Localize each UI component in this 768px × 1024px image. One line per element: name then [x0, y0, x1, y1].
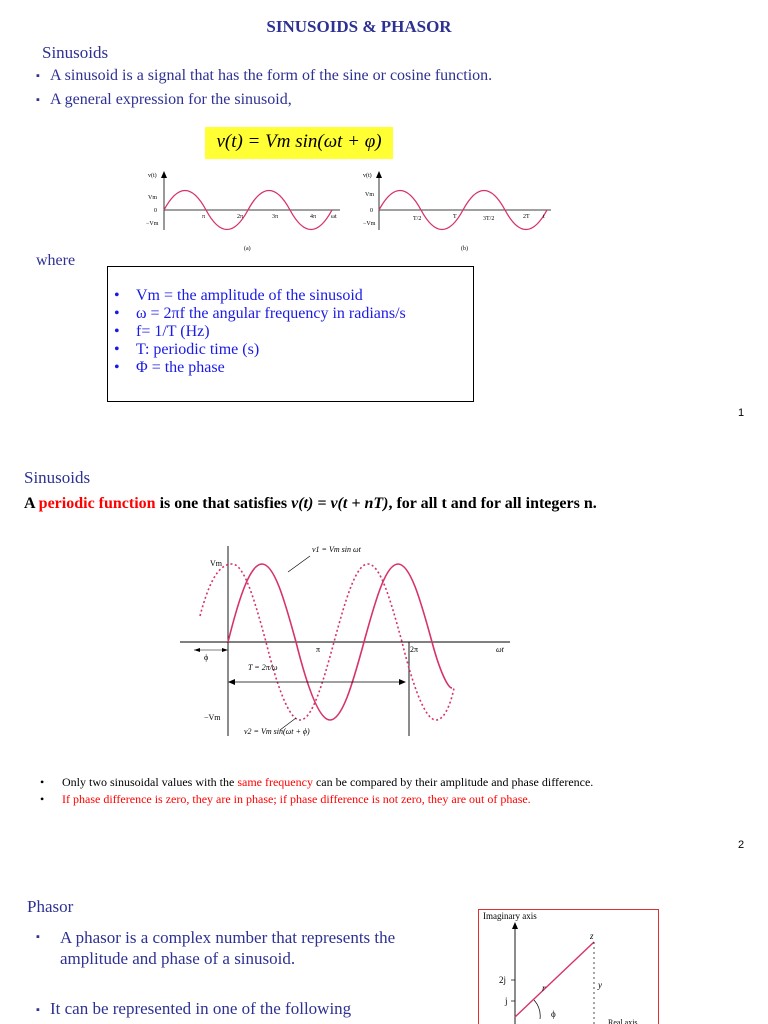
formula: v(t) = Vm sin(ωt + φ) — [216, 131, 382, 152]
section-heading-sinusoids: Sinusoids — [42, 43, 109, 62]
y-label: y — [598, 980, 602, 990]
axis-label: v(t) — [363, 173, 372, 179]
bullet-text: It can be represented in one of the following — [50, 999, 352, 1018]
imag-axis-label: Imaginary axis — [483, 911, 537, 921]
phi-label: ϕ — [204, 653, 209, 662]
definition-item: • T: periodic time (s) — [114, 341, 260, 358]
zero-label: 0 — [370, 208, 373, 214]
periodic-term: periodic function — [38, 495, 156, 512]
v1-label: v1 = Vm sin ωt — [312, 545, 361, 554]
x-axis-label: ωt — [331, 214, 337, 220]
phi-label: ϕ — [551, 1009, 556, 1019]
neg-vm-label: −Vm — [363, 221, 376, 227]
graph-caption: (a) — [244, 246, 251, 252]
vm-label: Vm — [365, 192, 374, 198]
x-axis-label: t — [543, 214, 545, 220]
r-label: r — [542, 983, 546, 993]
tick-label: T/2 — [413, 216, 422, 222]
vm-label: Vm — [210, 559, 222, 568]
section-heading-sinusoids-2: Sinusoids — [24, 468, 91, 487]
sinusoid-graph-a — [140, 166, 355, 256]
definition-item: • ω = 2πf the angular frequency in radians/s — [114, 305, 406, 322]
tick-label: 3π — [272, 214, 279, 220]
neg-vm-label: −Vm — [204, 713, 221, 722]
definition-item: • Vm = the amplitude of the sinusoid — [114, 287, 363, 304]
sinusoid-graph-b — [355, 166, 565, 256]
definition-item: • f= 1/T (Hz) — [114, 323, 210, 340]
period-label: T = 2π/ω — [248, 663, 278, 672]
note-item: • Only two sinusoidal values with the same frequency can be compared by their amplitude and phase difference. — [40, 775, 594, 789]
tick-label: 4π — [310, 214, 317, 220]
vm-label: Vm — [148, 195, 157, 201]
tick-label: 2T — [523, 214, 530, 220]
pi-tick: π — [316, 645, 321, 654]
bullet-item: ▪ It can be represented in one of the following — [36, 999, 352, 1018]
2j-label: 2j — [499, 975, 507, 985]
tick-label: 2π — [237, 214, 244, 220]
v2-label: v2 = Vm sin(ωt + ϕ) — [244, 727, 310, 736]
x-axis-label: ωt — [496, 645, 504, 654]
tick-label: 3T/2 — [483, 216, 495, 222]
bullet-item: ▪ A general expression for the sinusoid, — [36, 91, 292, 108]
tick-label: π — [202, 214, 206, 220]
tick-label: T — [453, 214, 457, 220]
neg-vm-label: −Vm — [146, 221, 159, 227]
page-number: 2 — [738, 839, 745, 851]
bullet-text: A sinusoid is a signal that has the form of the sine or cosine function. — [50, 67, 493, 84]
bullet-text: A phasor is a complex number that represents the amplitude and phase of a sinusoid. — [60, 928, 396, 968]
z-label: z — [590, 931, 594, 941]
where-label: where — [36, 252, 76, 269]
real-axis-label: Real axis — [608, 1018, 638, 1024]
definitions-box — [107, 266, 474, 402]
two-pi-tick: 2π — [410, 645, 419, 654]
axis-label: v(t) — [148, 173, 157, 179]
zero-label: 0 — [154, 208, 157, 214]
periodic-chart — [170, 538, 520, 740]
bullet-item: ▪ A sinusoid is a signal that has the form of the sine or cosine function. — [36, 67, 493, 84]
note-item: • If phase difference is zero, they are in phase; if phase difference is not zero, they are out of phase. — [40, 792, 531, 806]
section-heading-phasor: Phasor — [27, 897, 74, 916]
definition-item: • Φ = the phase — [114, 359, 225, 376]
periodic-definition: A periodic function is one that satisfies v(t) = v(t + nT), for all t and for all integers n. — [24, 495, 597, 512]
note-highlight: same frequency — [237, 775, 313, 789]
phasor-diagram — [478, 909, 660, 1024]
bullet-text: A general expression for the sinusoid, — [50, 91, 292, 108]
graph-caption: (b) — [461, 246, 468, 252]
j-label: j — [505, 996, 508, 1006]
page-number: 1 — [738, 407, 745, 419]
bullet-item: ▪ A phasor is a complex number that represents the amplitude and phase of a sinusoid. — [36, 927, 426, 969]
page-title: SINUSOIDS & PHASOR — [266, 17, 452, 36]
